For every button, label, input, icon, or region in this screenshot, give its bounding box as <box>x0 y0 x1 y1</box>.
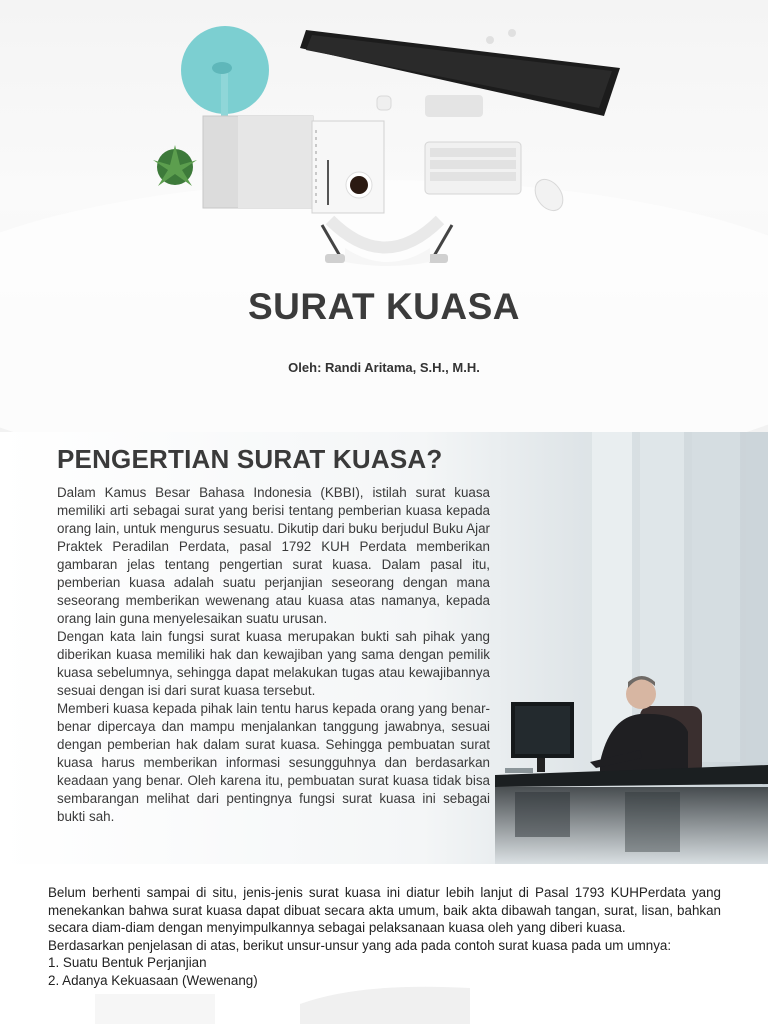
mouse-image <box>529 174 568 216</box>
section-title: PENGERTIAN SURAT KUASA? <box>57 444 443 474</box>
elements-slide <box>0 864 768 1024</box>
plant-image <box>153 145 197 186</box>
list-item: 1. Suatu Bentuk Perjanjian <box>48 955 207 970</box>
paragraph: Dalam Kamus Besar Bahasa Indonesia (KBBI), istilah surat kuasa memiliki arti sebagai surat yang berisi tentang pemberian kuasa kepada orang lain, untuk mengurus sesuatu. Dikutip dari buku berjudul Buku Ajar Praktek Peradilan Perdata, pasal 1792 KUH Perdata memberikan gambaran jelas tentang pengertian surat kuasa. Dalam pasal itu, pemberian kuasa adalah suatu perjanjian seseorang dengan mana seseorang memberikan wewenang atau kuasa atas namanya, kepada orang lain guna menyelesaikan suatu urusan. <box>57 485 490 626</box>
monitor-image <box>300 29 620 117</box>
title-slide <box>0 0 768 432</box>
definition-text <box>57 484 490 826</box>
coffee-cup-image <box>346 172 372 198</box>
author-line: Oleh: Randi Aritama, S.H., M.H. <box>288 360 480 375</box>
document-title: SURAT KUASA <box>247 286 521 327</box>
chair-image <box>322 220 452 266</box>
paragraph: Belum berhenti sampai di situ, jenis-jenis surat kuasa ini diatur lebih lanjut di Pasal 1793 KUHPerdata yang menekankan bahwa surat kuasa dapat dibuat secara akta umum, baik akta dibawah tangan, surat, lisan, bahkan secara diam-diam dengan menyimpulkannya sebagai pelaksanaan kuasa oleh yang diberi kuasa. <box>48 885 721 935</box>
elements-text <box>48 884 721 989</box>
paragraph: Berdasarkan penjelasan di atas, berikut unsur-unsur yang ada pada contoh surat kuasa pada um umnya: <box>48 937 672 953</box>
definition-slide <box>0 432 768 864</box>
desk-item-image <box>377 96 391 110</box>
paragraph: Dengan kata lain fungsi surat kuasa merupakan bukti sah pihak yang diberikan kuasa memiliki hak dan kewajiban yang sama dengan pemilik kuasa sebelumnya, sehingga dapat melakukan tugas atau kewajibannya sesuai dengan isi dari surat kuasa tersebut. <box>57 629 490 698</box>
paragraph: Memberi kuasa kepada pihak lain tentu harus kepada orang yang benar-benar dipercaya dan mampu menjalankan tanggung jawabnya, sesuai dengan pemberian hak dalam surat kuasa. Sehingga pembuatan surat kuasa harus memberikan informasi sesungguhnya dan berdasarkan keadaan yang benar. Oleh karena itu, pembuatan surat kuasa tidak bisa sembarangan melihat dari pentingnya fungsi surat kuasa ini sebagai bukti sah. <box>57 701 490 824</box>
desk-illustration <box>0 0 768 280</box>
keyboard-image <box>425 142 521 194</box>
notebook-image <box>203 116 384 213</box>
list-item: 2. Adanya Kekuasaan (Wewenang) <box>48 972 258 988</box>
